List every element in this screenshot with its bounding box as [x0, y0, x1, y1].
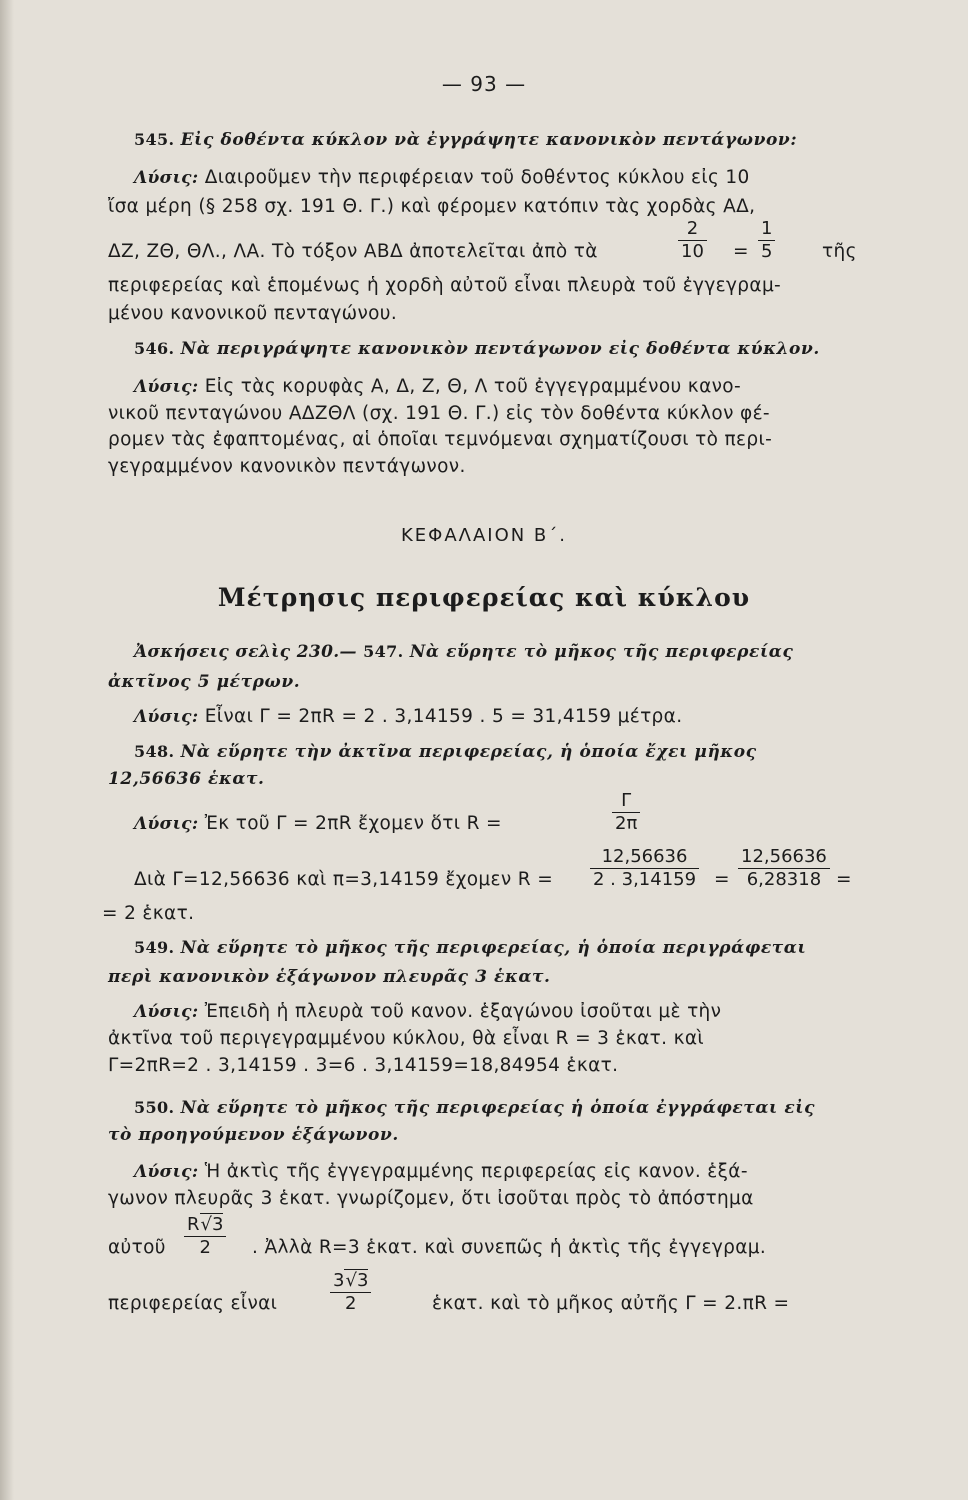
solution-text: Ἡ ἀκτὶς τῆς ἐγγεγραμμένης περιφερείας εἰς κανον. ἑξά- [204, 1161, 748, 1182]
solution-545-line-5: μένου κανονικοῦ πενταγώνου. [108, 303, 398, 324]
fraction-numerator: 2 [678, 218, 707, 241]
solution-label: Λύσις: [134, 1162, 199, 1182]
exercise-549-heading [134, 936, 806, 960]
equals-sign: = [714, 869, 730, 890]
exercise-545-heading [134, 128, 797, 152]
exercise-548-heading [134, 740, 757, 764]
solution-545-line-3a: ΔΖ, ΖΘ, ΘΛ., ΛΑ. Τὸ τόξον ΑΒΔ ἀποτελεῖται ἀπὸ τὰ [108, 241, 598, 262]
radicand-value: 3 [356, 1270, 369, 1291]
solution-550-line-1 [134, 1160, 748, 1184]
solution-label: Λύσις: [134, 168, 199, 188]
fraction-numerator: Γ [612, 790, 640, 813]
solution-text: Εἶναι Γ = 2πR = 2 . 3,14159 . 5 = 31,4159 μέτρα. [204, 706, 683, 727]
exercise-number: 545. [134, 130, 175, 149]
fraction-12-56636-over-6-28318 [738, 846, 830, 891]
fraction-R-sqrt3-over-2 [184, 1214, 226, 1259]
solution-label: Λύσις: [134, 707, 199, 727]
solution-549-line-3: Γ=2πR=2 . 3,14159 . 3=6 . 3,14159=18,84954 ἑκατ. [108, 1055, 619, 1076]
fraction-denominator: 10 [681, 241, 704, 262]
solution-label: Λύσις: [134, 1002, 199, 1022]
numerator-coefficient: R [187, 1214, 200, 1235]
exercise-title: Νὰ περιγράψητε κανονικὸν πεντάγωνον εἰς δοθέντα κύκλον. [180, 339, 820, 359]
solution-545-line-3b: τῆς [822, 241, 857, 262]
exercise-546-heading [134, 337, 820, 361]
solution-text: Ἐκ τοῦ Γ = 2πR ἔχομεν ὅτι R = [204, 813, 502, 834]
fraction-gamma-over-2pi [612, 790, 640, 835]
solution-text: Ἐπειδὴ ἡ πλευρὰ τοῦ κανον. ἑξαγώνου ἰσοῦται μὲ τὴν [204, 1001, 722, 1022]
solution-546-line-2: νικοῦ πενταγώνου ΑΔΖΘΛ (σχ. 191 Θ. Γ.) εἰς τὸν δοθέντα κύκλον φέ- [108, 403, 770, 424]
exercise-547-heading [134, 640, 793, 664]
exercise-number: 549. [134, 938, 175, 957]
exercise-548-title-cont: 12,56636 ἑκατ. [108, 769, 265, 789]
solution-550-line-3a: αὐτοῦ [108, 1237, 166, 1258]
section-title: Μέτρησις περιφερείας καὶ κύκλου [217, 583, 751, 612]
solution-545-line-1 [134, 166, 750, 190]
fraction-numerator: 12,56636 [738, 846, 830, 869]
page-binding-shadow [0, 0, 14, 1500]
solution-text: Εἰς τὰς κορυφὰς Α, Δ, Ζ, Θ, Λ τοῦ ἐγγεγραμμένου κανο- [204, 376, 741, 397]
fraction-numerator [184, 1214, 226, 1237]
fraction-denominator: 6,28318 [746, 869, 822, 890]
solution-549-line-2: ἀκτῖνα τοῦ περιγεγραμμένου κύκλου, θὰ εἶναι R = 3 ἑκατ. καὶ [108, 1028, 705, 1049]
fraction-3-sqrt3-over-2 [330, 1270, 371, 1315]
fraction-12-56636-over-2pi [590, 846, 699, 891]
fraction-numerator: 12,56636 [590, 846, 699, 869]
solution-545-line-2: ἴσα μέρη (§ 258 σχ. 191 Θ. Γ.) καὶ φέρομεν κατόπιν τὰς χορδὰς ΑΔ, [108, 196, 756, 217]
solution-548-line-3: = 2 ἑκατ. [102, 903, 195, 924]
chapter-heading: ΚΕΦΑΛΑΙΟΝ Β΄. [400, 525, 568, 546]
fraction-1-5 [758, 218, 775, 263]
solution-549-line-1 [134, 1000, 721, 1024]
solution-546-line-4: γεγραμμένον κανονικὸν πεντάγωνον. [108, 456, 466, 477]
exercise-number: 546. [134, 339, 175, 358]
exercises-reference: Ἀσκήσεις σελὶς 230.— [134, 642, 357, 662]
fraction-denominator: 5 [761, 241, 773, 262]
exercise-title: Νὰ εὕρητε τὸ μῆκος τῆς περιφερείας [409, 642, 794, 662]
page-number: — 93 — [441, 72, 527, 96]
solution-548-line-1 [134, 812, 502, 836]
fraction-denominator: 2 [344, 1293, 357, 1314]
equals-sign: = [836, 869, 852, 890]
solution-550-line-4a: περιφερείας εἶναι [108, 1293, 278, 1314]
fraction-denominator: 2π [615, 813, 638, 834]
exercise-number: 547. [363, 642, 404, 661]
fraction-denominator: 2 [199, 1237, 211, 1258]
equals-sign: = [733, 241, 749, 262]
exercise-title: Εἰς δοθέντα κύκλον νὰ ἐγγράψητε κανονικὸν πεντάγωνον: [180, 130, 798, 150]
exercise-550-heading [134, 1096, 815, 1120]
solution-546-line-1 [134, 375, 741, 399]
exercise-number: 550. [134, 1098, 175, 1117]
exercise-title: Νὰ εὕρητε τὸ μῆκος τῆς περιφερείας, ἡ ὁποία περιγράφεται [180, 938, 807, 958]
solution-550-line-4b: ἑκατ. καὶ τὸ μῆκος αὐτῆς Γ = 2.πR = [432, 1293, 790, 1314]
numerator-coefficient: 3 [333, 1270, 345, 1291]
exercise-number: 548. [134, 742, 175, 761]
solution-text: Διαιροῦμεν τὴν περιφέρειαν τοῦ δοθέντος κύκλου εἰς 10 [204, 167, 750, 188]
exercise-550-title-cont: τὸ προηγούμενον ἑξάγωνον. [108, 1125, 399, 1145]
fraction-2-10 [678, 218, 707, 263]
solution-550-line-2: γωνον πλευρᾶς 3 ἑκατ. γνωρίζομεν, ὅτι ἰσοῦται πρὸς τὸ ἀπόστημα [108, 1188, 754, 1209]
solution-label: Λύσις: [134, 377, 199, 397]
sqrt-radicand: √3 [345, 1270, 369, 1291]
exercise-549-title-cont: περὶ κανονικὸν ἑξάγωνον πλευρᾶς 3 ἑκατ. [108, 967, 551, 987]
solution-546-line-3: ρομεν τὰς ἐφαπτομένας, αἱ ὁποῖαι τεμνόμεναι σχηματίζουσι τὸ περι- [108, 429, 773, 450]
solution-label: Λύσις: [134, 814, 199, 834]
fraction-numerator [330, 1270, 371, 1293]
exercise-547-title-cont: ἀκτῖνος 5 μέτρων. [108, 672, 301, 692]
exercise-title: Νὰ εὕρητε τὸ μῆκος τῆς περιφερείας ἡ ὁποία ἐγγράφεται εἰς [180, 1098, 816, 1118]
exercise-title: Νὰ εὕρητε τὴν ἀκτῖνα περιφερείας, ἡ ὁποία ἔχει μῆκος [180, 742, 757, 762]
solution-548-line-2: Διὰ Γ=12,56636 καὶ π=3,14159 ἔχομεν R = [134, 869, 554, 890]
radicand-value: 3 [212, 1214, 224, 1235]
solution-547-line-1 [134, 705, 682, 729]
fraction-denominator: 2 . 3,14159 [593, 869, 697, 890]
sqrt-radicand: √3 [200, 1214, 224, 1235]
fraction-numerator: 1 [758, 218, 775, 241]
solution-545-line-4: περιφερείας καὶ ἑπομένως ἡ χορδὴ αὐτοῦ εἶναι πλευρὰ τοῦ ἐγγεγραμ- [108, 275, 782, 296]
solution-550-line-3b: . Ἀλλὰ R=3 ἑκατ. καὶ συνεπῶς ἡ ἀκτὶς τῆς ἐγγεγραμ. [252, 1237, 767, 1258]
